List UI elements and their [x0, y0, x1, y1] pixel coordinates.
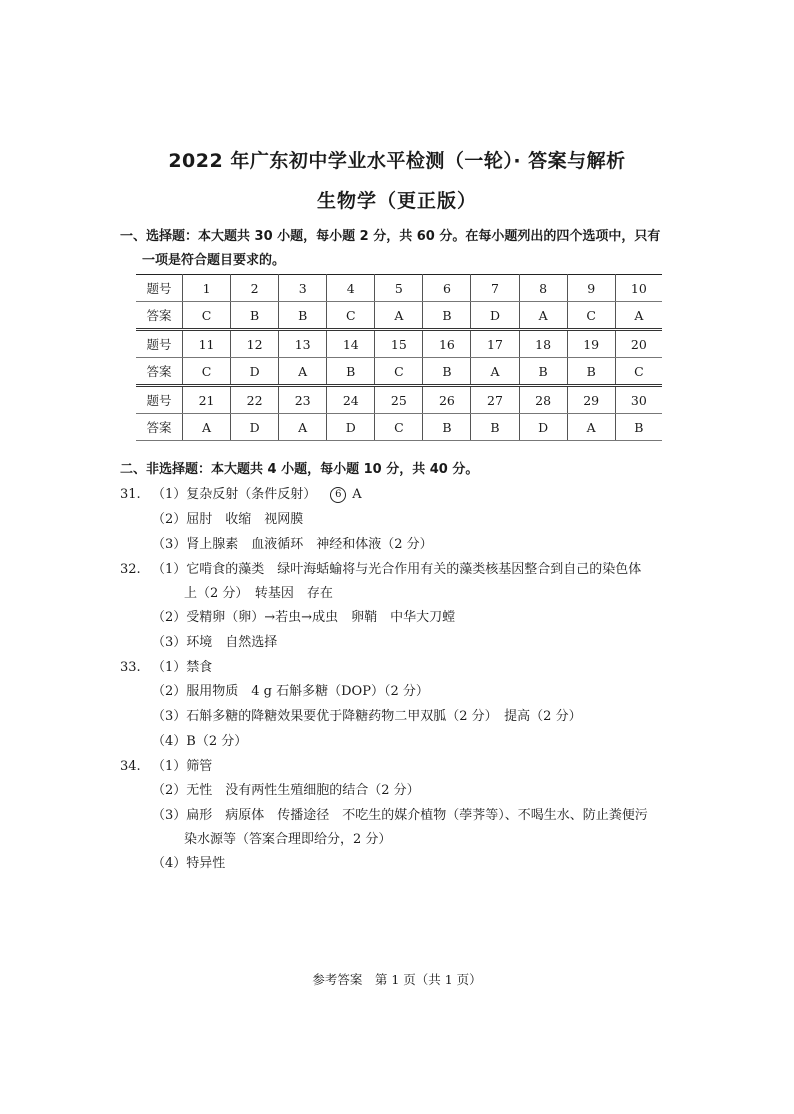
part-label: （3）	[152, 537, 187, 552]
table-row-answers	[136, 414, 662, 441]
table-cell-question-number: 28	[519, 386, 567, 414]
table-row-answers	[136, 302, 662, 330]
table-cell-answer: C	[615, 358, 662, 386]
document-title: 2022 年广东初中学业水平检测（一轮）· 答案与解析	[168, 150, 626, 172]
table-cell-answer: B	[231, 302, 279, 330]
section-2-heading: 二、非选择题：本大题共 4 小题，每小题 10 分，共 40 分。	[120, 462, 479, 477]
part-label: （3）	[152, 808, 187, 823]
part-label: （1）	[152, 759, 187, 774]
table-cell-question-number: 2	[231, 275, 279, 302]
q31-part-1	[152, 483, 362, 507]
answer-text: 受精卵（卵）→若虫→成虫 卵鞘 中华大刀螳	[186, 610, 456, 625]
table-cell-answer: D	[519, 414, 567, 441]
row-label-answer: 答案	[136, 358, 183, 386]
part-label: （4）	[152, 856, 187, 871]
q32-part-1-continued: 上（2 分） 转基因 存在	[184, 586, 333, 601]
answer-table	[136, 274, 662, 441]
table-cell-question-number: 23	[279, 386, 327, 414]
table-cell-answer: B	[567, 358, 615, 386]
table-cell-question-number: 16	[423, 330, 471, 358]
table-cell-answer: D	[231, 358, 279, 386]
table-cell-answer: D	[327, 414, 375, 441]
answer-text: 扁形 病原体 传播途径 不吃生的媒介植物（荸荠等）、不喝生水、防止粪便污	[186, 808, 648, 823]
table-cell-answer: A	[279, 358, 327, 386]
table-cell-answer: C	[327, 302, 375, 330]
q31-part-2	[152, 508, 303, 532]
answer-text: 特异性	[186, 856, 226, 871]
table-cell-answer: D	[471, 302, 519, 330]
row-label-question-number: 题号	[136, 386, 183, 414]
section-1-line-1: 一、选择题：本大题共 30 小题，每小题 2 分，共 60 分。在每小题列出的四个选项中，只有	[120, 229, 661, 244]
part-label: （1）	[152, 487, 187, 502]
table-cell-question-number: 17	[471, 330, 519, 358]
part-label: （2）	[152, 610, 187, 625]
table-cell-question-number: 12	[231, 330, 279, 358]
part-label: （3）	[152, 709, 187, 724]
table-cell-answer: C	[183, 302, 231, 330]
part-label: （3）	[152, 635, 187, 650]
table-cell-question-number: 22	[231, 386, 279, 414]
q34-part-2	[152, 779, 420, 803]
answer-text: A	[352, 487, 362, 502]
table-cell-question-number: 10	[615, 275, 662, 302]
table-cell-question-number: 20	[615, 330, 662, 358]
table-cell-question-number: 13	[279, 330, 327, 358]
table-row-question-numbers	[136, 386, 662, 414]
table-cell-answer: B	[471, 414, 519, 441]
q32-part-3	[152, 631, 277, 655]
table-cell-question-number: 1	[183, 275, 231, 302]
table-cell-question-number: 8	[519, 275, 567, 302]
table-cell-question-number: 15	[375, 330, 423, 358]
q34-part-3	[152, 804, 648, 828]
q32-part-2	[152, 606, 455, 630]
table-cell-answer: C	[183, 358, 231, 386]
q33-part-1	[152, 656, 212, 680]
answer-text: 无性 没有两性生殖细胞的结合（2 分）	[186, 783, 420, 798]
answer-text: B（2 分）	[186, 734, 248, 749]
table-cell-answer: B	[279, 302, 327, 330]
table-row-question-numbers	[136, 330, 662, 358]
part-label: （4）	[152, 734, 187, 749]
section-1-heading	[120, 225, 680, 273]
table-cell-answer: A	[471, 358, 519, 386]
table-cell-answer: C	[375, 358, 423, 386]
q34-part-4	[152, 852, 225, 876]
answer-text: 服用物质 4 g 石斛多糖（DOP）（2 分）	[186, 684, 429, 699]
q33-part-4	[152, 730, 247, 754]
q33-number: 33.	[120, 660, 141, 675]
table-cell-question-number: 9	[567, 275, 615, 302]
circled-number-six: 6	[330, 487, 346, 503]
table-cell-question-number: 30	[615, 386, 662, 414]
row-label-answer: 答案	[136, 414, 183, 441]
q33-part-3	[152, 705, 582, 729]
document-subtitle: 生物学（更正版）	[316, 190, 477, 212]
part-label: （2）	[152, 783, 187, 798]
table-cell-question-number: 4	[327, 275, 375, 302]
row-label-question-number: 题号	[136, 275, 183, 302]
part-label: （2）	[152, 684, 187, 699]
table-cell-question-number: 27	[471, 386, 519, 414]
table-cell-question-number: 18	[519, 330, 567, 358]
answer-text: 它啃食的藻类 绿叶海蛞蝓将与光合作用有关的藻类核基因整合到自己的染色体	[186, 562, 642, 577]
table-cell-question-number: 11	[183, 330, 231, 358]
table-cell-question-number: 5	[375, 275, 423, 302]
table-cell-question-number: 7	[471, 275, 519, 302]
answer-text: 肾上腺素 血液循环 神经和体液（2 分）	[186, 537, 433, 552]
table-cell-answer: B	[615, 414, 662, 441]
answer-text: 复杂反射（条件反射）	[186, 487, 317, 502]
table-cell-answer: C	[375, 414, 423, 441]
table-cell-question-number: 24	[327, 386, 375, 414]
part-label: （1）	[152, 562, 187, 577]
part-label: （1）	[152, 660, 187, 675]
q34-part-3-continued: 染水源等（答案合理即给分，2 分）	[184, 832, 392, 847]
table-cell-question-number: 21	[183, 386, 231, 414]
q31-number: 31.	[120, 487, 141, 502]
answer-text: 禁食	[186, 660, 213, 675]
table-cell-question-number: 6	[423, 275, 471, 302]
table-cell-answer: A	[567, 414, 615, 441]
q34-part-1	[152, 755, 212, 779]
table-cell-question-number: 29	[567, 386, 615, 414]
row-label-question-number: 题号	[136, 330, 183, 358]
q34-number: 34.	[120, 759, 141, 774]
part-label: （2）	[152, 512, 187, 527]
table-cell-answer: A	[183, 414, 231, 441]
answer-text: 筛管	[186, 759, 213, 774]
answer-text: 环境 自然选择	[186, 635, 278, 650]
table-cell-answer: B	[519, 358, 567, 386]
table-cell-question-number: 14	[327, 330, 375, 358]
table-cell-answer: A	[615, 302, 662, 330]
table-cell-answer: A	[519, 302, 567, 330]
table-cell-answer: B	[327, 358, 375, 386]
answer-text: 屈肘 收缩 视网膜	[186, 512, 304, 527]
table-cell-question-number: 26	[423, 386, 471, 414]
page-footer: 参考答案 第 1 页（共 1 页）	[312, 972, 482, 987]
table-cell-answer: A	[375, 302, 423, 330]
row-label-answer: 答案	[136, 302, 183, 330]
answer-text: 石斛多糖的降糖效果要优于降糖药物二甲双胍（2 分） 提高（2 分）	[186, 709, 582, 724]
section-1-line-2: 一项是符合题目要求的。	[142, 253, 286, 268]
q31-part-3	[152, 533, 433, 557]
table-cell-question-number: 19	[567, 330, 615, 358]
table-cell-answer: B	[423, 414, 471, 441]
q32-number: 32.	[120, 562, 141, 577]
table-cell-question-number: 25	[375, 386, 423, 414]
table-cell-answer: D	[231, 414, 279, 441]
q32-part-1	[152, 558, 641, 582]
table-row-question-numbers	[136, 275, 662, 302]
table-cell-answer: C	[567, 302, 615, 330]
q33-part-2	[152, 680, 429, 704]
table-cell-question-number: 3	[279, 275, 327, 302]
table-cell-answer: B	[423, 302, 471, 330]
table-row-answers	[136, 358, 662, 386]
table-cell-answer: B	[423, 358, 471, 386]
table-cell-answer: A	[279, 414, 327, 441]
